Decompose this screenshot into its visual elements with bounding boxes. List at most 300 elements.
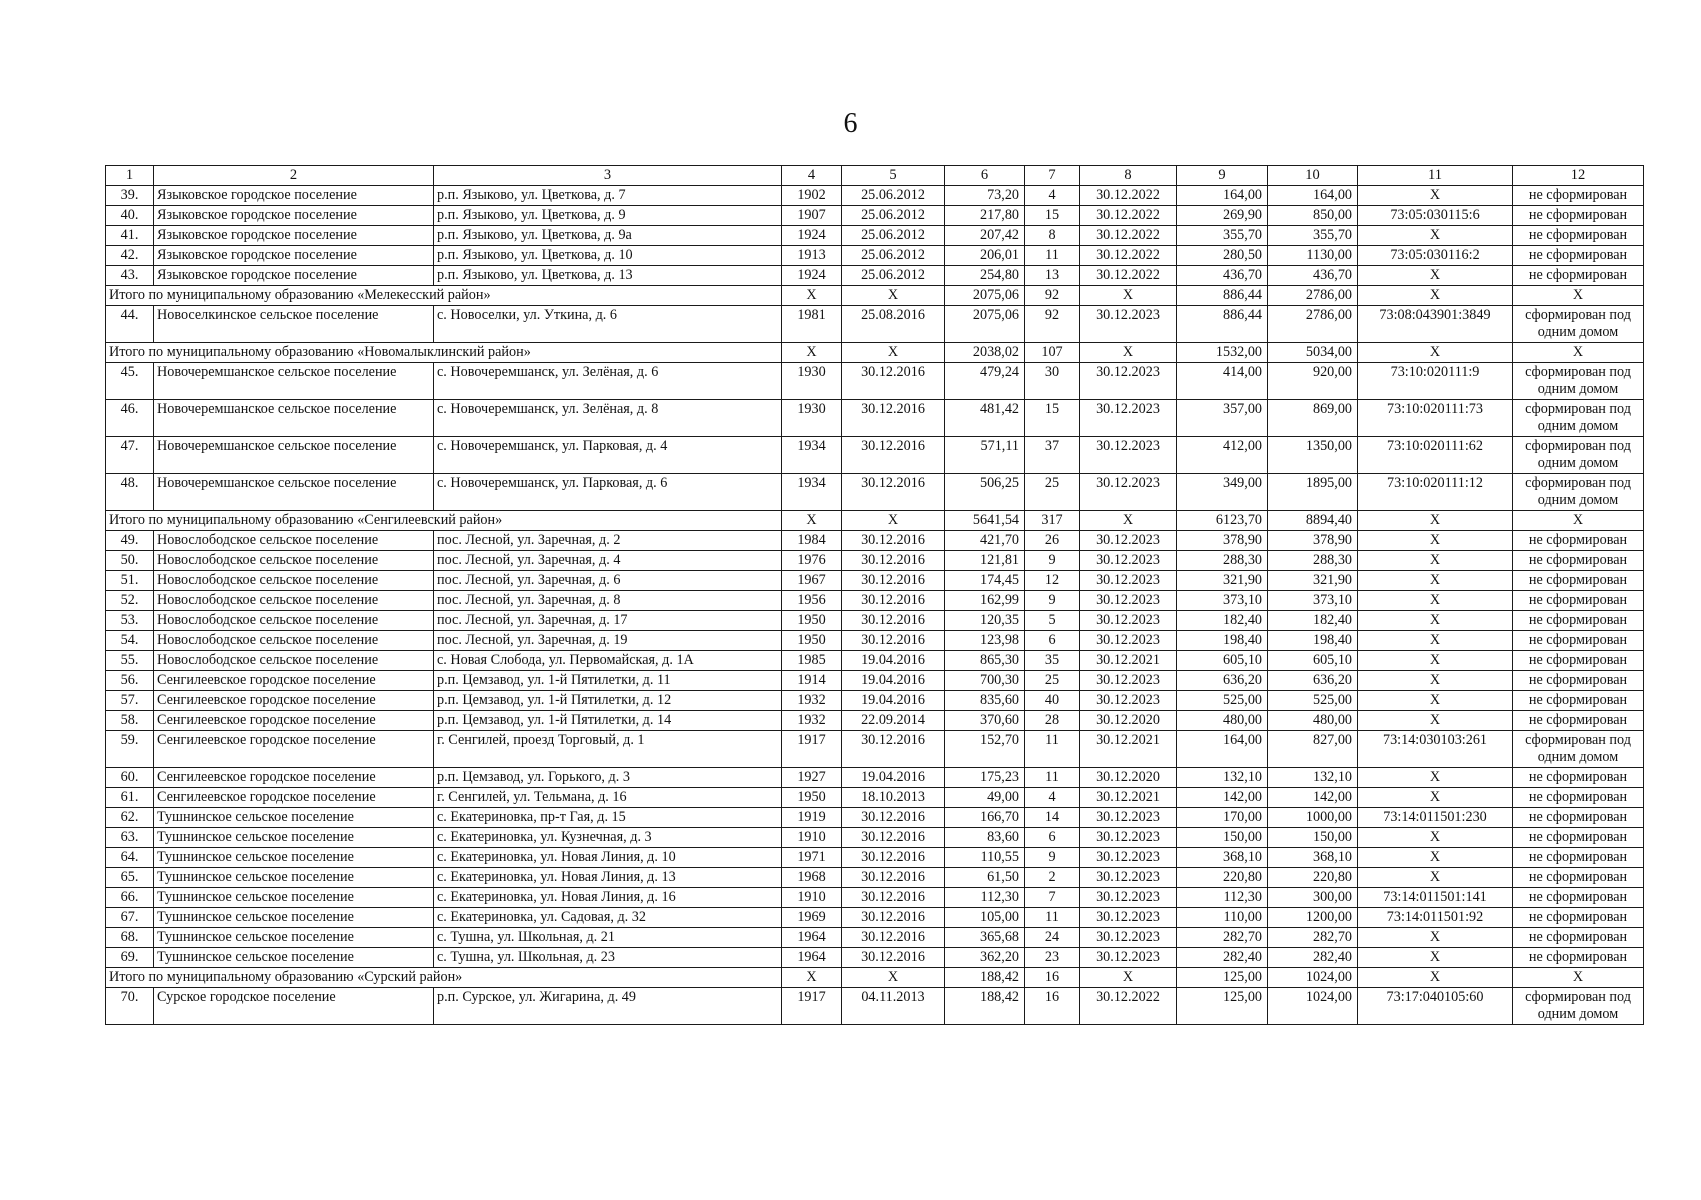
settlement-name: Новослободское сельское поселение <box>154 571 434 591</box>
header-cell: 11 <box>1358 166 1513 186</box>
cell-c6: 152,70 <box>945 731 1025 768</box>
address: р.п. Сурское, ул. Жигарина, д. 49 <box>434 988 782 1025</box>
subtotal-row <box>106 286 1644 306</box>
address: с. Новая Слобода, ул. Первомайская, д. 1А <box>434 651 782 671</box>
cell-c10: 150,00 <box>1268 828 1358 848</box>
table-row <box>106 226 1644 246</box>
table-row <box>106 400 1644 437</box>
address: р.п. Языково, ул. Цветкова, д. 9а <box>434 226 782 246</box>
cell-c12: не сформирован <box>1513 848 1644 868</box>
cell-c8: 30.12.2023 <box>1080 888 1177 908</box>
header-cell: 4 <box>782 166 842 186</box>
cell-c6: 166,70 <box>945 808 1025 828</box>
settlement-name: Сенгилеевское городское поселение <box>154 671 434 691</box>
cell-c8: 30.12.2023 <box>1080 928 1177 948</box>
cell-c4: 1985 <box>782 651 842 671</box>
table-row <box>106 768 1644 788</box>
cell-c10: 1000,00 <box>1268 808 1358 828</box>
cell-c4: 1930 <box>782 400 842 437</box>
cell-c11: X <box>1358 928 1513 948</box>
cell-c9: 280,50 <box>1177 246 1268 266</box>
cell-c7: 317 <box>1025 511 1080 531</box>
subtotal-label: Итого по муниципальному образованию «Мелекесский район» <box>106 286 782 306</box>
cell-c4: 1964 <box>782 928 842 948</box>
row-number: 70. <box>106 988 154 1025</box>
cell-c5: 30.12.2016 <box>842 868 945 888</box>
cell-c7: 6 <box>1025 828 1080 848</box>
row-number: 60. <box>106 768 154 788</box>
cell-c7: 92 <box>1025 286 1080 306</box>
cell-c4: X <box>782 343 842 363</box>
cell-c5: 19.04.2016 <box>842 768 945 788</box>
cell-c11: X <box>1358 551 1513 571</box>
address: р.п. Языково, ул. Цветкова, д. 9 <box>434 206 782 226</box>
address: с. Новоселки, ул. Уткина, д. 6 <box>434 306 782 343</box>
address: с. Тушна, ул. Школьная, д. 23 <box>434 948 782 968</box>
settlement-name: Новослободское сельское поселение <box>154 551 434 571</box>
cell-c11: X <box>1358 186 1513 206</box>
cell-c5: 30.12.2016 <box>842 474 945 511</box>
cell-c11: X <box>1358 768 1513 788</box>
cell-c5: 25.06.2012 <box>842 226 945 246</box>
cell-c11: X <box>1358 711 1513 731</box>
cell-c12: не сформирован <box>1513 651 1644 671</box>
cell-c7: 12 <box>1025 571 1080 591</box>
settlement-name: Новочеремшанское сельское поселение <box>154 437 434 474</box>
row-number: 68. <box>106 928 154 948</box>
cell-c5: 25.06.2012 <box>842 186 945 206</box>
address: с. Екатериновка, ул. Новая Линия, д. 10 <box>434 848 782 868</box>
address: с. Новочеремшанск, ул. Зелёная, д. 6 <box>434 363 782 400</box>
cell-c7: 26 <box>1025 531 1080 551</box>
cell-c4: 1910 <box>782 828 842 848</box>
address: с. Екатериновка, пр-т Гая, д. 15 <box>434 808 782 828</box>
cell-c9: 412,00 <box>1177 437 1268 474</box>
row-number: 65. <box>106 868 154 888</box>
cell-c4: 1976 <box>782 551 842 571</box>
cell-c11: 73:05:030116:2 <box>1358 246 1513 266</box>
cell-c12: не сформирован <box>1513 551 1644 571</box>
cell-c7: 2 <box>1025 868 1080 888</box>
cell-c8: 30.12.2021 <box>1080 651 1177 671</box>
cell-c6: 188,42 <box>945 988 1025 1025</box>
cell-c9: 164,00 <box>1177 731 1268 768</box>
address: г. Сенгилей, проезд Торговый, д. 1 <box>434 731 782 768</box>
cell-c11: X <box>1358 343 1513 363</box>
cell-c12: не сформирован <box>1513 928 1644 948</box>
table-row <box>106 651 1644 671</box>
cell-c8: 30.12.2023 <box>1080 611 1177 631</box>
settlement-name: Тушнинское сельское поселение <box>154 908 434 928</box>
cell-c6: 73,20 <box>945 186 1025 206</box>
row-number: 44. <box>106 306 154 343</box>
cell-c10: 132,10 <box>1268 768 1358 788</box>
settlement-name: Новоселкинское сельское поселение <box>154 306 434 343</box>
cell-c9: 357,00 <box>1177 400 1268 437</box>
cell-c5: X <box>842 511 945 531</box>
table-row <box>106 531 1644 551</box>
cell-c7: 28 <box>1025 711 1080 731</box>
cell-c9: 182,40 <box>1177 611 1268 631</box>
cell-c9: 170,00 <box>1177 808 1268 828</box>
header-cell: 5 <box>842 166 945 186</box>
cell-c5: 30.12.2016 <box>842 848 945 868</box>
table-row <box>106 631 1644 651</box>
settlement-name: Новослободское сельское поселение <box>154 531 434 551</box>
cell-c5: 30.12.2016 <box>842 437 945 474</box>
cell-c12: не сформирован <box>1513 691 1644 711</box>
cell-c10: 850,00 <box>1268 206 1358 226</box>
cell-c10: 2786,00 <box>1268 306 1358 343</box>
cell-c11: X <box>1358 591 1513 611</box>
cell-c7: 16 <box>1025 968 1080 988</box>
settlement-name: Сурское городское поселение <box>154 988 434 1025</box>
cell-c7: 4 <box>1025 186 1080 206</box>
cell-c8: 30.12.2020 <box>1080 768 1177 788</box>
address: пос. Лесной, ул. Заречная, д. 8 <box>434 591 782 611</box>
settlement-name: Тушнинское сельское поселение <box>154 848 434 868</box>
cell-c5: 04.11.2013 <box>842 988 945 1025</box>
cell-c9: 125,00 <box>1177 988 1268 1025</box>
cell-c11: 73:10:020111:12 <box>1358 474 1513 511</box>
cell-c6: 121,81 <box>945 551 1025 571</box>
cell-c10: 288,30 <box>1268 551 1358 571</box>
cell-c7: 11 <box>1025 908 1080 928</box>
cell-c4: 1934 <box>782 474 842 511</box>
cell-c6: 481,42 <box>945 400 1025 437</box>
cell-c8: 30.12.2023 <box>1080 591 1177 611</box>
address: пос. Лесной, ул. Заречная, д. 17 <box>434 611 782 631</box>
cell-c4: 1950 <box>782 631 842 651</box>
cell-c11: X <box>1358 611 1513 631</box>
cell-c5: 19.04.2016 <box>842 651 945 671</box>
cell-c12: сформирован под одним домом <box>1513 437 1644 474</box>
housing-table-sheet <box>105 165 1643 1025</box>
cell-c11: X <box>1358 631 1513 651</box>
header-cell: 1 <box>106 166 154 186</box>
cell-c10: 1350,00 <box>1268 437 1358 474</box>
cell-c12: X <box>1513 968 1644 988</box>
cell-c6: 254,80 <box>945 266 1025 286</box>
address: р.п. Языково, ул. Цветкова, д. 13 <box>434 266 782 286</box>
cell-c7: 9 <box>1025 551 1080 571</box>
cell-c5: 25.06.2012 <box>842 246 945 266</box>
cell-c4: 1981 <box>782 306 842 343</box>
cell-c11: 73:08:043901:3849 <box>1358 306 1513 343</box>
cell-c6: 2075,06 <box>945 286 1025 306</box>
cell-c5: 18.10.2013 <box>842 788 945 808</box>
cell-c9: 368,10 <box>1177 848 1268 868</box>
table-row <box>106 948 1644 968</box>
header-cell: 10 <box>1268 166 1358 186</box>
cell-c11: 73:10:020111:73 <box>1358 400 1513 437</box>
cell-c6: 162,99 <box>945 591 1025 611</box>
cell-c11: X <box>1358 948 1513 968</box>
row-number: 46. <box>106 400 154 437</box>
cell-c6: 2075,06 <box>945 306 1025 343</box>
header-cell: 8 <box>1080 166 1177 186</box>
cell-c10: 182,40 <box>1268 611 1358 631</box>
cell-c12: не сформирован <box>1513 671 1644 691</box>
cell-c7: 92 <box>1025 306 1080 343</box>
cell-c4: 1932 <box>782 711 842 731</box>
cell-c4: 1967 <box>782 571 842 591</box>
table-row <box>106 306 1644 343</box>
cell-c4: 1956 <box>782 591 842 611</box>
cell-c7: 4 <box>1025 788 1080 808</box>
cell-c11: X <box>1358 226 1513 246</box>
cell-c12: сформирован под одним домом <box>1513 474 1644 511</box>
cell-c8: 30.12.2023 <box>1080 551 1177 571</box>
cell-c7: 15 <box>1025 400 1080 437</box>
cell-c8: 30.12.2022 <box>1080 246 1177 266</box>
cell-c12: не сформирован <box>1513 226 1644 246</box>
cell-c8: 30.12.2023 <box>1080 571 1177 591</box>
table-row <box>106 363 1644 400</box>
cell-c9: 414,00 <box>1177 363 1268 400</box>
cell-c11: X <box>1358 531 1513 551</box>
row-number: 55. <box>106 651 154 671</box>
row-number: 62. <box>106 808 154 828</box>
table-row <box>106 266 1644 286</box>
cell-c7: 11 <box>1025 731 1080 768</box>
cell-c12: сформирован под одним домом <box>1513 306 1644 343</box>
address: пос. Лесной, ул. Заречная, д. 2 <box>434 531 782 551</box>
header-cell: 2 <box>154 166 434 186</box>
cell-c4: 1950 <box>782 788 842 808</box>
cell-c12: не сформирован <box>1513 828 1644 848</box>
cell-c9: 321,90 <box>1177 571 1268 591</box>
cell-c6: 120,35 <box>945 611 1025 631</box>
cell-c11: X <box>1358 266 1513 286</box>
cell-c10: 378,90 <box>1268 531 1358 551</box>
cell-c12: не сформирован <box>1513 808 1644 828</box>
cell-c8: 30.12.2023 <box>1080 306 1177 343</box>
cell-c8: 30.12.2022 <box>1080 226 1177 246</box>
cell-c5: 25.06.2012 <box>842 266 945 286</box>
table-row <box>106 571 1644 591</box>
table-row <box>106 691 1644 711</box>
cell-c7: 5 <box>1025 611 1080 631</box>
cell-c10: 282,70 <box>1268 928 1358 948</box>
settlement-name: Языковское городское поселение <box>154 266 434 286</box>
cell-c6: 110,55 <box>945 848 1025 868</box>
cell-c7: 35 <box>1025 651 1080 671</box>
cell-c6: 105,00 <box>945 908 1025 928</box>
cell-c5: X <box>842 968 945 988</box>
cell-c10: 164,00 <box>1268 186 1358 206</box>
table-row <box>106 731 1644 768</box>
table-row <box>106 246 1644 266</box>
cell-c12: не сформирован <box>1513 888 1644 908</box>
row-number: 67. <box>106 908 154 928</box>
cell-c12: X <box>1513 343 1644 363</box>
cell-c12: сформирован под одним домом <box>1513 363 1644 400</box>
cell-c12: не сформирован <box>1513 266 1644 286</box>
cell-c6: 175,23 <box>945 768 1025 788</box>
cell-c11: 73:10:020111:62 <box>1358 437 1513 474</box>
table-row <box>106 788 1644 808</box>
cell-c5: 30.12.2016 <box>842 611 945 631</box>
cell-c5: X <box>842 286 945 306</box>
table-row <box>106 474 1644 511</box>
cell-c6: 123,98 <box>945 631 1025 651</box>
cell-c10: 480,00 <box>1268 711 1358 731</box>
address: р.п. Языково, ул. Цветкова, д. 7 <box>434 186 782 206</box>
cell-c12: не сформирован <box>1513 948 1644 968</box>
header-cell: 3 <box>434 166 782 186</box>
cell-c8: X <box>1080 343 1177 363</box>
settlement-name: Новочеремшанское сельское поселение <box>154 474 434 511</box>
cell-c6: 865,30 <box>945 651 1025 671</box>
cell-c7: 107 <box>1025 343 1080 363</box>
cell-c4: 1950 <box>782 611 842 631</box>
row-number: 66. <box>106 888 154 908</box>
cell-c8: 30.12.2022 <box>1080 206 1177 226</box>
cell-c4: 1902 <box>782 186 842 206</box>
cell-c10: 869,00 <box>1268 400 1358 437</box>
cell-c10: 2786,00 <box>1268 286 1358 306</box>
table-row <box>106 828 1644 848</box>
settlement-name: Сенгилеевское городское поселение <box>154 691 434 711</box>
cell-c10: 5034,00 <box>1268 343 1358 363</box>
cell-c10: 300,00 <box>1268 888 1358 908</box>
cell-c9: 525,00 <box>1177 691 1268 711</box>
cell-c6: 207,42 <box>945 226 1025 246</box>
cell-c6: 370,60 <box>945 711 1025 731</box>
cell-c8: 30.12.2022 <box>1080 266 1177 286</box>
cell-c6: 206,01 <box>945 246 1025 266</box>
cell-c7: 40 <box>1025 691 1080 711</box>
cell-c10: 355,70 <box>1268 226 1358 246</box>
cell-c7: 37 <box>1025 437 1080 474</box>
table-row <box>106 988 1644 1025</box>
cell-c6: 365,68 <box>945 928 1025 948</box>
address: р.п. Цемзавод, ул. 1-й Пятилетки, д. 12 <box>434 691 782 711</box>
cell-c11: X <box>1358 828 1513 848</box>
address: с. Тушна, ул. Школьная, д. 21 <box>434 928 782 948</box>
cell-c5: 30.12.2016 <box>842 531 945 551</box>
settlement-name: Языковское городское поселение <box>154 226 434 246</box>
settlement-name: Языковское городское поселение <box>154 206 434 226</box>
settlement-name: Тушнинское сельское поселение <box>154 828 434 848</box>
cell-c4: 1968 <box>782 868 842 888</box>
table-row <box>106 186 1644 206</box>
cell-c12: не сформирован <box>1513 711 1644 731</box>
row-number: 69. <box>106 948 154 968</box>
cell-c8: 30.12.2023 <box>1080 808 1177 828</box>
cell-c7: 8 <box>1025 226 1080 246</box>
cell-c11: X <box>1358 571 1513 591</box>
cell-c10: 920,00 <box>1268 363 1358 400</box>
row-number: 49. <box>106 531 154 551</box>
cell-c11: 73:14:030103:261 <box>1358 731 1513 768</box>
cell-c6: 174,45 <box>945 571 1025 591</box>
address: г. Сенгилей, ул. Тельмана, д. 16 <box>434 788 782 808</box>
table-row <box>106 711 1644 731</box>
cell-c4: 1919 <box>782 808 842 828</box>
cell-c5: 30.12.2016 <box>842 808 945 828</box>
cell-c12: не сформирован <box>1513 571 1644 591</box>
cell-c8: 30.12.2022 <box>1080 988 1177 1025</box>
settlement-name: Языковское городское поселение <box>154 246 434 266</box>
cell-c7: 11 <box>1025 246 1080 266</box>
cell-c9: 6123,70 <box>1177 511 1268 531</box>
cell-c7: 15 <box>1025 206 1080 226</box>
cell-c4: 1907 <box>782 206 842 226</box>
cell-c12: не сформирован <box>1513 186 1644 206</box>
cell-c4: 1924 <box>782 226 842 246</box>
cell-c12: не сформирован <box>1513 631 1644 651</box>
cell-c6: 188,42 <box>945 968 1025 988</box>
cell-c4: X <box>782 968 842 988</box>
cell-c7: 14 <box>1025 808 1080 828</box>
cell-c9: 110,00 <box>1177 908 1268 928</box>
address: с. Екатериновка, ул. Садовая, д. 32 <box>434 908 782 928</box>
cell-c7: 25 <box>1025 671 1080 691</box>
cell-c11: 73:17:040105:60 <box>1358 988 1513 1025</box>
cell-c12: не сформирован <box>1513 591 1644 611</box>
cell-c9: 373,10 <box>1177 591 1268 611</box>
header-cell: 7 <box>1025 166 1080 186</box>
cell-c9: 142,00 <box>1177 788 1268 808</box>
cell-c10: 373,10 <box>1268 591 1358 611</box>
cell-c8: 30.12.2023 <box>1080 828 1177 848</box>
cell-c11: X <box>1358 968 1513 988</box>
cell-c9: 112,30 <box>1177 888 1268 908</box>
cell-c8: 30.12.2020 <box>1080 711 1177 731</box>
cell-c6: 362,20 <box>945 948 1025 968</box>
row-number: 47. <box>106 437 154 474</box>
cell-c4: 1924 <box>782 266 842 286</box>
address: р.п. Языково, ул. Цветкова, д. 10 <box>434 246 782 266</box>
cell-c7: 7 <box>1025 888 1080 908</box>
cell-c8: 30.12.2023 <box>1080 474 1177 511</box>
settlement-name: Сенгилеевское городское поселение <box>154 731 434 768</box>
row-number: 52. <box>106 591 154 611</box>
cell-c6: 700,30 <box>945 671 1025 691</box>
cell-c10: 1200,00 <box>1268 908 1358 928</box>
settlement-name: Сенгилеевское городское поселение <box>154 711 434 731</box>
cell-c4: 1910 <box>782 888 842 908</box>
cell-c4: 1927 <box>782 768 842 788</box>
address: с. Екатериновка, ул. Кузнечная, д. 3 <box>434 828 782 848</box>
address: р.п. Цемзавод, ул. Горького, д. 3 <box>434 768 782 788</box>
cell-c11: X <box>1358 868 1513 888</box>
cell-c12: X <box>1513 286 1644 306</box>
cell-c8: 30.12.2023 <box>1080 363 1177 400</box>
cell-c9: 886,44 <box>1177 286 1268 306</box>
cell-c9: 220,80 <box>1177 868 1268 888</box>
cell-c10: 1024,00 <box>1268 988 1358 1025</box>
address: р.п. Цемзавод, ул. 1-й Пятилетки, д. 11 <box>434 671 782 691</box>
cell-c10: 368,10 <box>1268 848 1358 868</box>
subtotal-label: Итого по муниципальному образованию «Новомалыклинский район» <box>106 343 782 363</box>
cell-c5: X <box>842 343 945 363</box>
cell-c8: 30.12.2023 <box>1080 848 1177 868</box>
cell-c9: 605,10 <box>1177 651 1268 671</box>
cell-c11: 73:14:011501:92 <box>1358 908 1513 928</box>
cell-c10: 1895,00 <box>1268 474 1358 511</box>
settlement-name: Сенгилеевское городское поселение <box>154 788 434 808</box>
cell-c5: 30.12.2016 <box>842 631 945 651</box>
subtotal-label: Итого по муниципальному образованию «Сенгилеевский район» <box>106 511 782 531</box>
address: пос. Лесной, ул. Заречная, д. 19 <box>434 631 782 651</box>
cell-c5: 25.06.2012 <box>842 206 945 226</box>
cell-c5: 30.12.2016 <box>842 571 945 591</box>
cell-c5: 30.12.2016 <box>842 908 945 928</box>
cell-c8: 30.12.2023 <box>1080 400 1177 437</box>
